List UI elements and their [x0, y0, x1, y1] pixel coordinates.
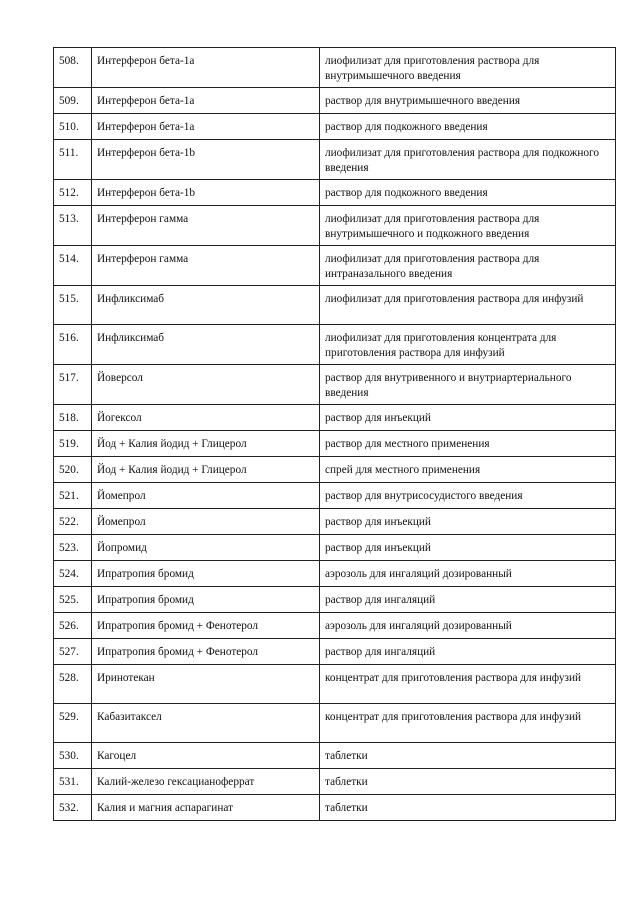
row-number-cell: 525. — [54, 587, 92, 613]
drug-name-cell: Йод + Калия йодид + Глицерол — [92, 457, 320, 483]
table-row — [54, 140, 616, 180]
dosage-form-cell: таблетки — [320, 743, 616, 769]
medication-table — [53, 47, 616, 821]
dosage-form-cell: спрей для местного применения — [320, 457, 616, 483]
drug-name-cell: Интерферон бета-1а — [92, 114, 320, 140]
row-number-cell: 520. — [54, 457, 92, 483]
table-row — [54, 365, 616, 405]
table-row — [54, 639, 616, 665]
table-row — [54, 561, 616, 587]
dosage-form-cell: раствор для инъекций — [320, 535, 616, 561]
dosage-form-cell: раствор для внутримышечного введения — [320, 88, 616, 114]
dosage-form-cell: аэрозоль для ингаляций дозированный — [320, 613, 616, 639]
row-number-cell: 527. — [54, 639, 92, 665]
dosage-form-cell: концентрат для приготовления раствора для инфузий — [320, 704, 616, 743]
table-row — [54, 587, 616, 613]
drug-name-cell: Интерферон гамма — [92, 206, 320, 246]
row-number-cell: 510. — [54, 114, 92, 140]
drug-name-cell: Инфликсимаб — [92, 286, 320, 325]
drug-name-cell: Иринотекан — [92, 665, 320, 704]
drug-name-cell: Йоверсол — [92, 365, 320, 405]
drug-name-cell: Калий-железо гексацианоферрат — [92, 769, 320, 795]
drug-name-cell: Ипратропия бромид + Фенотерол — [92, 613, 320, 639]
row-number-cell: 518. — [54, 405, 92, 431]
drug-name-cell: Кабазитаксел — [92, 704, 320, 743]
row-number-cell: 526. — [54, 613, 92, 639]
table-row — [54, 509, 616, 535]
row-number-cell: 522. — [54, 509, 92, 535]
drug-name-cell: Ипратропия бромид — [92, 587, 320, 613]
table-row — [54, 325, 616, 365]
table-row — [54, 665, 616, 704]
dosage-form-cell: раствор для подкожного введения — [320, 114, 616, 140]
dosage-form-cell: раствор для подкожного введения — [320, 180, 616, 206]
table-row — [54, 405, 616, 431]
drug-name-cell: Интерферон бета-1а — [92, 48, 320, 88]
drug-name-cell: Ипратропия бромид + Фенотерол — [92, 639, 320, 665]
table-row — [54, 704, 616, 743]
table-row — [54, 48, 616, 88]
row-number-cell: 516. — [54, 325, 92, 365]
drug-name-cell: Йопромид — [92, 535, 320, 561]
row-number-cell: 512. — [54, 180, 92, 206]
row-number-cell: 517. — [54, 365, 92, 405]
row-number-cell: 529. — [54, 704, 92, 743]
table-row — [54, 180, 616, 206]
drug-name-cell: Йод + Калия йодид + Глицерол — [92, 431, 320, 457]
table-row — [54, 206, 616, 246]
drug-name-cell: Кагоцел — [92, 743, 320, 769]
table-row — [54, 431, 616, 457]
row-number-cell: 508. — [54, 48, 92, 88]
table-row — [54, 286, 616, 325]
table-row — [54, 743, 616, 769]
drug-name-cell: Калия и магния аспарагинат — [92, 795, 320, 821]
table-row — [54, 483, 616, 509]
table-row — [54, 457, 616, 483]
row-number-cell: 523. — [54, 535, 92, 561]
table-row — [54, 535, 616, 561]
row-number-cell: 519. — [54, 431, 92, 457]
row-number-cell: 515. — [54, 286, 92, 325]
dosage-form-cell: раствор для ингаляций — [320, 587, 616, 613]
row-number-cell: 531. — [54, 769, 92, 795]
dosage-form-cell: раствор для ингаляций — [320, 639, 616, 665]
dosage-form-cell: лиофилизат для приготовления раствора для инфузий — [320, 286, 616, 325]
dosage-form-cell: раствор для инъекций — [320, 405, 616, 431]
row-number-cell: 528. — [54, 665, 92, 704]
dosage-form-cell: аэрозоль для ингаляций дозированный — [320, 561, 616, 587]
table-row — [54, 769, 616, 795]
drug-name-cell: Ипратропия бромид — [92, 561, 320, 587]
dosage-form-cell: раствор для внутрисосудистого введения — [320, 483, 616, 509]
dosage-form-cell: лиофилизат для приготовления раствора для подкожного введения — [320, 140, 616, 180]
table-row — [54, 114, 616, 140]
row-number-cell: 530. — [54, 743, 92, 769]
drug-name-cell: Интерферон бета-1а — [92, 88, 320, 114]
drug-name-cell: Йомепрол — [92, 483, 320, 509]
dosage-form-cell: лиофилизат для приготовления раствора для интраназального введения — [320, 246, 616, 286]
table-row — [54, 795, 616, 821]
drug-name-cell: Йогексол — [92, 405, 320, 431]
drug-name-cell: Интерферон гамма — [92, 246, 320, 286]
row-number-cell: 532. — [54, 795, 92, 821]
dosage-form-cell: раствор для внутривенного и внутриартериального введения — [320, 365, 616, 405]
dosage-form-cell: раствор для инъекций — [320, 509, 616, 535]
row-number-cell: 524. — [54, 561, 92, 587]
dosage-form-cell: раствор для местного применения — [320, 431, 616, 457]
table-row — [54, 613, 616, 639]
dosage-form-cell: таблетки — [320, 795, 616, 821]
row-number-cell: 511. — [54, 140, 92, 180]
drug-name-cell: Йомепрол — [92, 509, 320, 535]
dosage-form-cell: лиофилизат для приготовления раствора для внутримышечного введения — [320, 48, 616, 88]
row-number-cell: 514. — [54, 246, 92, 286]
dosage-form-cell: лиофилизат для приготовления раствора для внутримышечного и подкожного введения — [320, 206, 616, 246]
drug-name-cell: Интерферон бета-1b — [92, 180, 320, 206]
dosage-form-cell: концентрат для приготовления раствора для инфузий — [320, 665, 616, 704]
row-number-cell: 521. — [54, 483, 92, 509]
medication-table-body — [54, 48, 616, 821]
table-row — [54, 246, 616, 286]
row-number-cell: 513. — [54, 206, 92, 246]
row-number-cell: 509. — [54, 88, 92, 114]
drug-name-cell: Интерферон бета-1b — [92, 140, 320, 180]
dosage-form-cell: лиофилизат для приготовления концентрата для приготовления раствора для инфузий — [320, 325, 616, 365]
table-row — [54, 88, 616, 114]
dosage-form-cell: таблетки — [320, 769, 616, 795]
drug-name-cell: Инфликсимаб — [92, 325, 320, 365]
